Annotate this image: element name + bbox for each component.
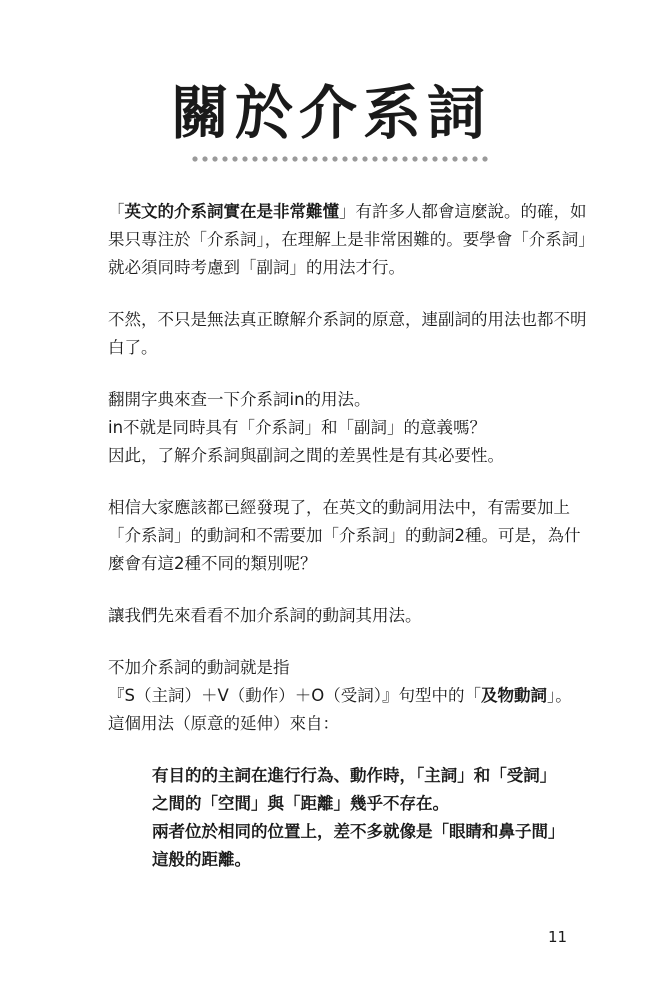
paragraph-6-pre: 『S（主詞）＋V（動作）＋O（受詞）』句型中的「 <box>108 686 481 705</box>
quote-line-4: 這般的距離。 <box>152 850 251 869</box>
paragraph-6 <box>108 654 588 738</box>
indented-quote <box>108 762 588 874</box>
quote-mark: 「 <box>108 202 125 221</box>
paragraph-1 <box>108 198 588 282</box>
paragraph-6-line-1: 不加介系詞的動詞就是指 <box>108 658 290 677</box>
paragraph-1-rest: 」有許多人都會這麼說。的確，如果只專注於「介系詞」，在理解上是非常困難的。要學會「介系詞」就必須同時考慮到「副詞」的用法才行。 <box>108 202 587 277</box>
paragraph-3-line-2: in不就是同時具有「介系詞」和「副詞」的意義嗎？ <box>108 418 487 437</box>
dotted-divider <box>190 155 490 163</box>
quote-line-2: 之間的「空間」與「距離」幾乎不存在。 <box>152 794 449 813</box>
page-title: 關於介系詞 <box>170 79 491 147</box>
paragraph-6-post: 」。這個用法（原意的延伸）來自： <box>108 686 572 733</box>
bold-phrase: 英文的介系詞實在是非常難懂 <box>124 202 339 221</box>
paragraph-3 <box>108 386 588 470</box>
bold-phrase-transitive-verb: 及物動詞 <box>481 686 547 705</box>
quote-line-3: 兩者位於相同的位置上，差不多就像是「眼睛和鼻子間」 <box>152 822 565 841</box>
paragraph-3-line-1: 翻開字典來查一下介系詞in的用法。 <box>108 390 371 409</box>
page-number: 11 <box>548 928 568 946</box>
paragraph-3-line-3: 因此，了解介系詞與副詞之間的差異性是有其必要性。 <box>108 446 504 465</box>
paragraph-2: 不然，不只是無法真正瞭解介系詞的原意，連副詞的用法也都不明白了。 <box>108 310 587 357</box>
body-text <box>108 198 588 874</box>
paragraph-5: 讓我們先來看看不加介系詞的動詞其用法。 <box>108 606 422 625</box>
quote-line-1: 有目的的主詞在進行行為、動作時，「主詞」和「受詞」 <box>152 766 557 785</box>
paragraph-4: 相信大家應該都已經發現了，在英文的動詞用法中，有需要加上「介系詞」的動詞和不需要加「介系詞」的動詞2種。可是，為什麼會有這2種不同的類別呢？ <box>108 498 581 573</box>
